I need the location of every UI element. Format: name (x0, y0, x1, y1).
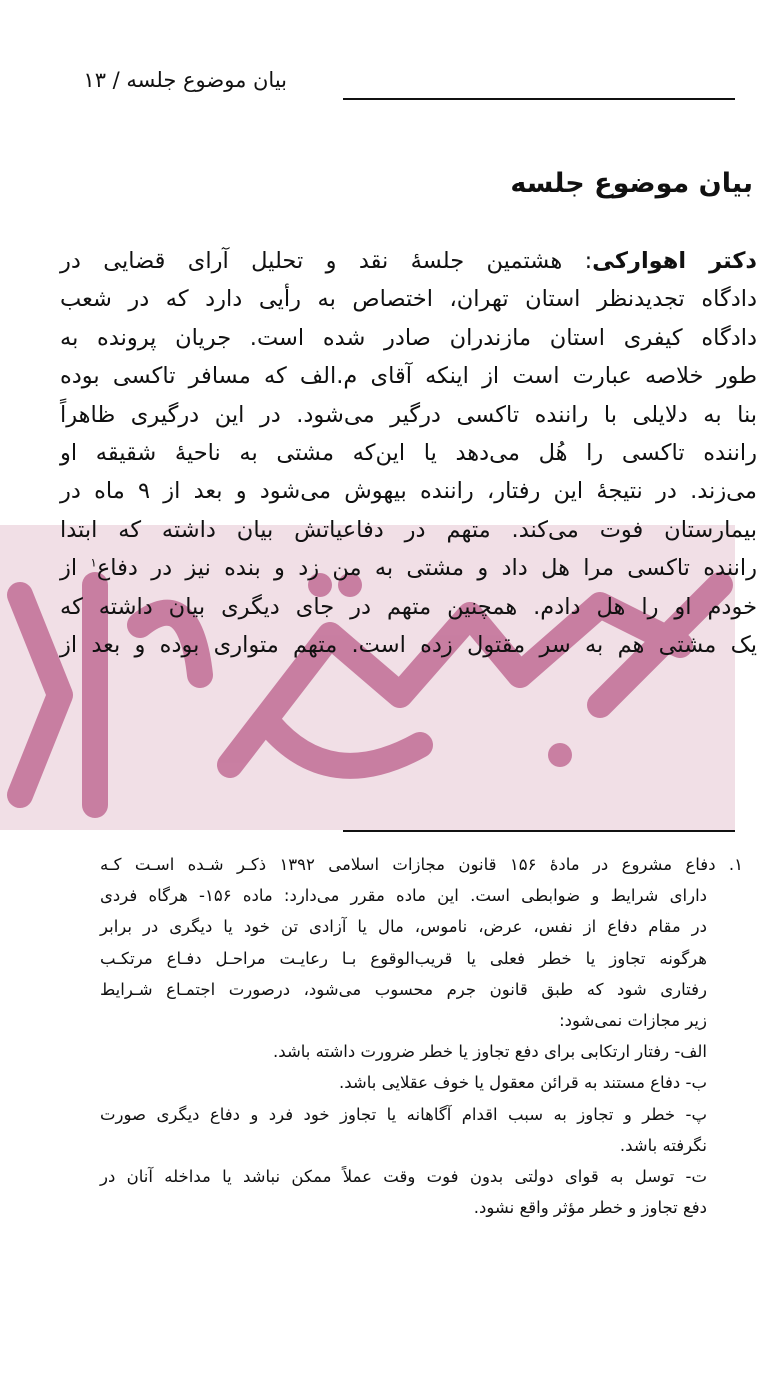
body-line: راننده تاکسی مرا هل داد و مشتی به من زد و بنده نیز در دفاع$^۱$ از (60, 555, 757, 582)
footnote-line: زیر مجازات نمی‌شود: (559, 1011, 707, 1031)
footnote-rule (343, 830, 735, 832)
body-line: طور خلاصه عبارت است از اینکه آقای م.الف که مسافر تاکسی بوده (60, 363, 757, 390)
footnote-line: هرگونه تجاوز یا خطر فعلی یا قریب‌الوقوع بـا رعایـت مراحـل دفـاع مرتکـب (100, 948, 707, 968)
body-line: می‌زند. در نتیجهٔ این رفتار، راننده بیهوش می‌شود و بعد از ۹ ماه در (60, 478, 757, 505)
header-rule (343, 98, 735, 100)
body-line: دادگاه تجدیدنظر استان تهران، اختصاص به رأیی دارد که در شعب (60, 286, 757, 313)
body-line: بنا به دلایلی با راننده تاکسی درگیر می‌شود. در این درگیری ظاهراً (60, 401, 757, 428)
footnote-item-pe: پ- خطر و تجاوز به سبب اقدام آگاهانه یا تجاوز خود فرد و دفاع دیگری صورت (100, 1104, 707, 1124)
footnote-item-be: ب- دفاع مستند به قرائن معقول یا خوف عقلایی باشد. (339, 1073, 707, 1093)
footnote-line: دارای شرایط و ضوابطی است. این ماده مقرر می‌دارد: ماده ۱۵۶- هرگاه فردی (100, 886, 708, 906)
body-text (60, 242, 757, 664)
footnotes (100, 849, 743, 1223)
footnote-line: در مقام دفاع از نفس، عرض، ناموس، مال یا آزادی تن خود یا دیگری در برابر (100, 917, 707, 937)
body-line: یک مشتی هم به سر مقتول زده است. متهم متواری بوده و بعد از (60, 632, 757, 659)
footnote-line: دفع تجاوز و خطر مؤثر واقع نشود. (473, 1198, 707, 1218)
footnote-reference[interactable]: ۱ (90, 555, 97, 570)
footnote-item-te: ت- توسل به قوای دولتی بدون فوت وقت عملاً ممکن نباشد یا مداخله آنان در (100, 1167, 707, 1187)
section-title: بیان موضوع جلسه (510, 168, 753, 199)
body-line: بیمارستان فوت می‌کند. متهم در دفاعیاتش بیان داشته که ابتدا (60, 516, 757, 543)
body-line: دادگاه کیفری استان مازندران صادر شده است. جریان پرونده به (60, 324, 757, 351)
footnote-item-alef: الف- رفتار ارتکابی برای دفع تجاوز یا خطر ضرورت داشته باشد. (273, 1042, 707, 1062)
speaker-name: دکتر اهوارکی (592, 248, 757, 274)
footnote-line: ۱. دفاع مشروع در مادهٔ ۱۵۶ قانون مجازات اسلامی ۱۳۹۲ ذکـر شـده اسـت کـه (100, 855, 743, 874)
footnote-line: رفتاری شود که طبق قانون جرم محسوب می‌شود، درصورت اجتمـاع شـرایط (100, 979, 707, 999)
body-line: راننده تاکسی را هُل می‌دهد یا این‌که مشتی به ناحیهٔ شقیقه او (60, 440, 757, 467)
body-line: خودم او را هل دادم. همچنین متهم در جای دیگری بیان داشته که (60, 593, 757, 620)
running-head: بیان موضوع جلسه / ۱۳ (83, 68, 287, 92)
footnote-line: نگرفته باشد. (619, 1135, 707, 1155)
body-line: دکتر اهوارکی: هشتمین جلسهٔ نقد و تحلیل آرای قضایی در (60, 248, 757, 274)
